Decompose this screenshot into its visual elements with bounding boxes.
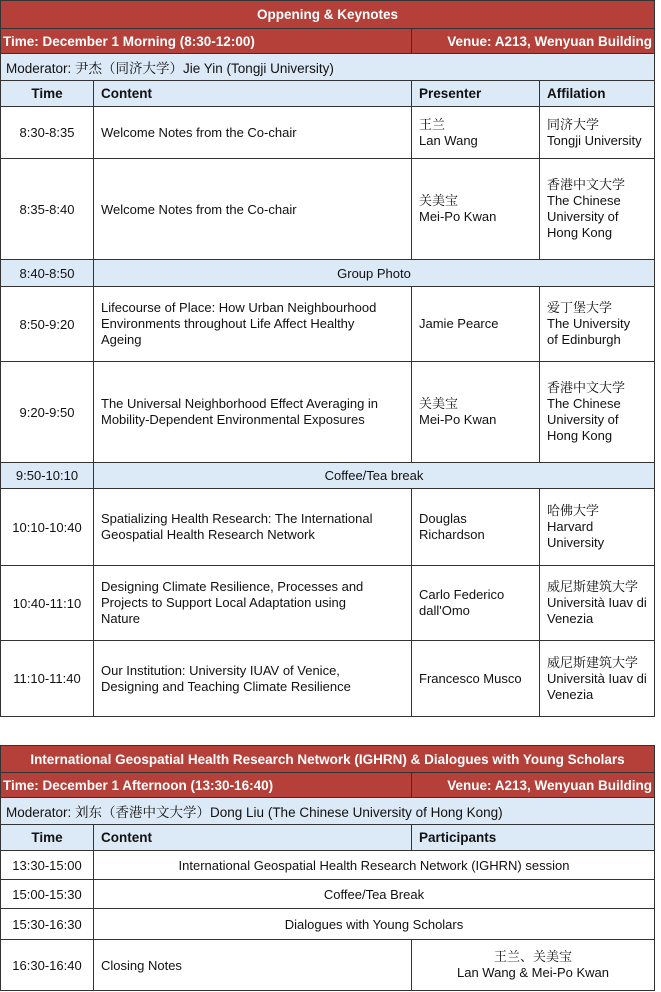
row-affiliation-line: Harvard [547, 519, 594, 534]
row-content [94, 287, 412, 362]
session-moderator: Moderator: 刘东（香港中文大学）Dong Liu (The Chinese University of Hong Kong) [1, 798, 655, 825]
row-presenter-line: Mei-Po Kwan [419, 412, 497, 427]
row-participants-line: 王兰、关美宝 [493, 949, 572, 964]
row-affiliation-line: of Edinburgh [547, 332, 621, 347]
header-participants: Participants [412, 825, 655, 851]
schedule-row [1, 880, 655, 909]
row-affiliation-line: Tongji University [547, 132, 642, 148]
row-presenter [412, 362, 540, 463]
row-time: 8:30-8:35 [1, 107, 94, 159]
session-venue: Venue: A213, Wenyuan Building [412, 773, 655, 798]
header-content: Content [94, 81, 412, 107]
row-content-line: Environments throughout Life Affect Healthy [101, 316, 355, 331]
row-label: Coffee/Tea break [94, 463, 655, 489]
row-affiliation-line: University of [547, 412, 619, 427]
row-content-line: Designing and Teaching Climate Resilience [101, 678, 351, 694]
row-content [94, 566, 412, 641]
row-presenter-line: Carlo Federico [419, 587, 505, 602]
schedule-row [1, 159, 655, 260]
row-affiliation-line: Università Iuav di [547, 670, 647, 686]
schedule-row [1, 566, 655, 641]
row-presenter [412, 107, 540, 159]
row-content-line: Designing Climate Resilience, Processes and [101, 579, 364, 594]
schedule-row [1, 489, 655, 566]
row-presenter-line: Mei-Po Kwan [419, 209, 497, 224]
schedule-row [1, 260, 655, 287]
row-affiliation [540, 489, 655, 566]
row-content-line: Nature [101, 611, 141, 626]
row-content-line: Our Institution: University IUAV of Venice, [101, 662, 340, 678]
row-presenter [412, 489, 540, 566]
header-affiliation: Affilation [540, 81, 655, 107]
row-affiliation-line: 香港中文大学 [547, 177, 626, 192]
row-affiliation-line: Hong Kong [547, 428, 613, 443]
header-content: Content [94, 825, 412, 851]
header-presenter: Presenter [412, 81, 540, 107]
row-time: 11:10-11:40 [1, 641, 94, 717]
row-presenter-line: Douglas [419, 511, 467, 526]
schedule-row [1, 463, 655, 489]
row-content-line: Lifecourse of Place: How Urban Neighbourhood [101, 300, 377, 315]
session-title: Oppening & Keynotes [1, 1, 655, 29]
row-time: 13:30-15:00 [1, 851, 94, 880]
row-affiliation-line: Venezia [547, 686, 594, 702]
row-affiliation-line: 同济大学 [547, 116, 600, 132]
row-time: 10:10-10:40 [1, 489, 94, 566]
row-presenter [412, 159, 540, 260]
row-label: Dialogues with Young Scholars [94, 909, 655, 940]
row-affiliation-line: Università Iuav di [547, 595, 647, 610]
row-affiliation-line: The University [547, 316, 631, 331]
row-content-line: The Universal Neighborhood Effect Averaging in [101, 396, 379, 411]
row-affiliation [540, 641, 655, 717]
session-time: Time: December 1 Afternoon (13:30-16:40) [1, 773, 412, 798]
row-affiliation [540, 566, 655, 641]
row-affiliation-line: The Chinese [547, 396, 621, 411]
session-time: Time: December 1 Morning (8:30-12:00) [1, 29, 412, 54]
row-time: 16:30-16:40 [1, 940, 94, 991]
row-affiliation [540, 159, 655, 260]
row-content: Closing Notes [94, 940, 412, 991]
row-content-line: Ageing [101, 332, 142, 347]
row-label: Group Photo [94, 260, 655, 287]
row-presenter-line: 关美宝 [419, 396, 459, 411]
schedule-row [1, 909, 655, 940]
row-presenter [412, 566, 540, 641]
row-presenter-line: Francesco Musco [419, 670, 522, 686]
row-affiliation [540, 107, 655, 159]
row-presenter-line: 王兰 [419, 116, 446, 132]
row-presenter [412, 641, 540, 717]
row-content-line: Mobility-Dependent Environmental Exposures [101, 412, 365, 427]
row-presenter-line: 关美宝 [419, 193, 459, 208]
row-content-line: Spatializing Health Research: The International [101, 511, 373, 526]
row-time: 9:50-10:10 [1, 463, 94, 489]
row-label: International Geospatial Health Research Network (IGHRN) session [94, 851, 655, 880]
row-presenter-line: Jamie Pearce [419, 316, 499, 331]
schedule-row [1, 362, 655, 463]
row-presenter [412, 287, 540, 362]
row-time: 15:30-16:30 [1, 909, 94, 940]
row-time: 15:00-15:30 [1, 880, 94, 909]
row-time: 8:40-8:50 [1, 260, 94, 287]
row-affiliation [540, 287, 655, 362]
row-presenter-line: Richardson [419, 527, 485, 542]
schedule-row [1, 851, 655, 880]
row-affiliation-line: 香港中文大学 [547, 380, 626, 395]
row-content-line: Geospatial Health Research Network [101, 527, 315, 542]
row-time: 8:50-9:20 [1, 287, 94, 362]
row-content [94, 489, 412, 566]
row-participants [412, 940, 655, 991]
row-affiliation-line: 爱丁堡大学 [547, 300, 613, 315]
row-presenter-line: dall'Omo [419, 603, 470, 618]
row-affiliation [540, 362, 655, 463]
session-title: International Geospatial Health Research Network (IGHRN) & Dialogues with Young Scholars [1, 746, 655, 773]
row-affiliation-line: Hong Kong [547, 225, 613, 240]
schedule-row [1, 940, 655, 991]
row-affiliation-line: University [547, 535, 605, 550]
row-presenter-line: Lan Wang [419, 132, 478, 148]
header-time: Time [1, 81, 94, 107]
schedule-row [1, 641, 655, 717]
afternoon-schedule-table [0, 745, 655, 991]
row-time: 9:20-9:50 [1, 362, 94, 463]
row-content-line: Projects to Support Local Adaptation using [101, 595, 346, 610]
row-label: Coffee/Tea Break [94, 880, 655, 909]
row-affiliation-line: The Chinese [547, 193, 621, 208]
row-content: Welcome Notes from the Co-chair [94, 159, 412, 260]
row-content [94, 641, 412, 717]
row-time: 8:35-8:40 [1, 159, 94, 260]
header-time: Time [1, 825, 94, 851]
row-time: 10:40-11:10 [1, 566, 94, 641]
row-affiliation-line: 哈佛大学 [547, 503, 600, 518]
session-moderator: Moderator: 尹杰（同济大学）Jie Yin (Tongji University) [1, 54, 655, 81]
session-venue: Venue: A213, Wenyuan Building [412, 29, 655, 54]
schedule-row [1, 287, 655, 362]
row-affiliation-line: University of [547, 209, 619, 224]
row-content: Welcome Notes from the Co-chair [94, 107, 412, 159]
row-affiliation-line: Venezia [547, 611, 594, 626]
schedule-row [1, 107, 655, 159]
row-affiliation-line: 威尼斯建筑大学 [547, 579, 639, 594]
row-content [94, 362, 412, 463]
row-affiliation-line: 威尼斯建筑大学 [547, 654, 639, 670]
row-participants-line: Lan Wang & Mei-Po Kwan [457, 965, 609, 980]
